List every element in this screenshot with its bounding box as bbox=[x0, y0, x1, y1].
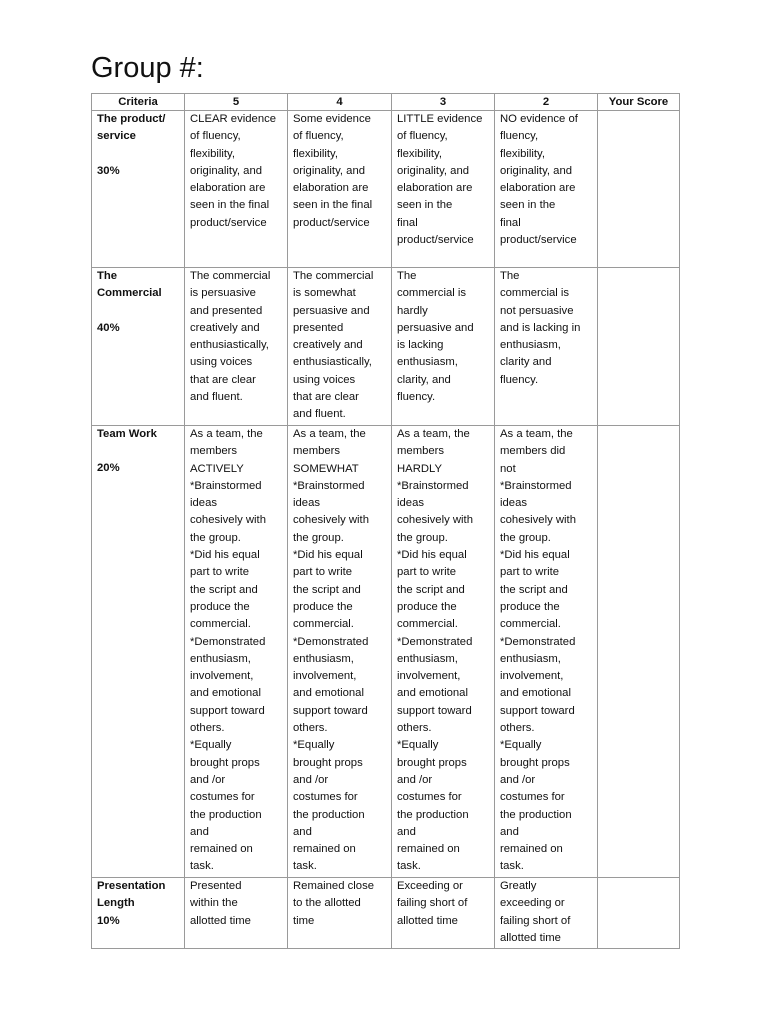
level-5-cell bbox=[185, 111, 288, 268]
level-description: As a team, the members SOMEWHAT *Brainstormed ideas cohesively with the group. *Did his equal part to write the script and produce the commercial. *Demonstrated enthusiasm, involvement, and emotional support toward others. *Equally brought props and /or costumes for the production and remained on task. bbox=[293, 428, 369, 873]
score-cell[interactable] bbox=[598, 426, 680, 878]
criterion-cell bbox=[92, 268, 185, 426]
table-row bbox=[92, 426, 680, 878]
table-row bbox=[92, 268, 680, 426]
level-description: The commercial is not persuasive and is lacking in enthusiasm, clarity and fluency. bbox=[500, 270, 581, 386]
table-row bbox=[92, 878, 680, 949]
score-cell[interactable] bbox=[598, 268, 680, 426]
level-description: Greatly exceeding or failing short of allotted time bbox=[500, 880, 571, 944]
level-description: As a team, the members did not *Brainstormed ideas cohesively with the group. *Did his equal part to write the script and produce the commercial. *Demonstrated enthusiasm, involvement, and emotional support toward others. *Equally brought props and /or costumes for the production and remained on task. bbox=[500, 428, 576, 873]
level-2-cell bbox=[495, 111, 598, 268]
table-row bbox=[92, 111, 680, 268]
level-description: The commercial is persuasive and presented creatively and enthusiastically, using voices that are clear and fluent. bbox=[190, 270, 271, 404]
level-2-cell bbox=[495, 878, 598, 949]
score-cell[interactable] bbox=[598, 878, 680, 949]
level-description: CLEAR evidence of fluency, flexibility, originality, and elaboration are seen in the final product/service bbox=[190, 113, 277, 229]
level-4-cell bbox=[288, 268, 392, 426]
page-title: Group #: bbox=[91, 52, 204, 84]
level-3-cell bbox=[392, 878, 495, 949]
criterion-weight: 10% bbox=[97, 914, 120, 927]
criterion-cell bbox=[92, 111, 185, 268]
level-3-cell bbox=[392, 268, 495, 426]
level-description: Exceeding or failing short of allotted time bbox=[397, 880, 468, 927]
header-criteria: Criteria bbox=[92, 94, 185, 111]
level-description: Some evidence of fluency, flexibility, originality, and elaboration are seen in the final product/service bbox=[293, 113, 373, 229]
level-description: Presented within the allotted time bbox=[190, 880, 251, 927]
level-3-cell bbox=[392, 426, 495, 878]
level-description: The commercial is hardly persuasive and is lacking enthusiasm, clarity, and fluency. bbox=[397, 270, 474, 404]
criterion-name: Team Work bbox=[97, 428, 157, 440]
rubric-table bbox=[91, 93, 680, 949]
level-2-cell bbox=[495, 426, 598, 878]
level-description: Remained close to the allotted time bbox=[293, 880, 375, 927]
level-5-cell bbox=[185, 878, 288, 949]
header-your-score: Your Score bbox=[598, 94, 680, 111]
header-level-3: 3 bbox=[392, 94, 495, 111]
score-cell[interactable] bbox=[598, 111, 680, 268]
level-5-cell bbox=[185, 426, 288, 878]
level-4-cell bbox=[288, 426, 392, 878]
level-description: As a team, the members ACTIVELY *Brainstormed ideas cohesively with the group. *Did his equal part to write the script and produce the commercial. *Demonstrated enthusiasm, involvement, and emotional support toward others. *Equally brought props and /or costumes for the production and remained on task. bbox=[190, 428, 266, 873]
level-description: The commercial is somewhat persuasive and presented creatively and enthusiastically, using voices that are clear and fluent. bbox=[293, 270, 374, 421]
level-description: As a team, the members HARDLY *Brainstormed ideas cohesively with the group. *Did his equal part to write the script and produce the commercial. *Demonstrated enthusiasm, involvement, and emotional support toward others. *Equally brought props and /or costumes for the production and remained on task. bbox=[397, 428, 473, 873]
criterion-name: The product/ service bbox=[97, 113, 166, 143]
criterion-name: The Commercial bbox=[97, 270, 162, 300]
header-level-4: 4 bbox=[288, 94, 392, 111]
level-4-cell bbox=[288, 878, 392, 949]
level-description: LITTLE evidence of fluency, flexibility, originality, and elaboration are seen in the final product/service bbox=[397, 113, 483, 247]
header-level-5: 5 bbox=[185, 94, 288, 111]
criterion-weight: 30% bbox=[97, 164, 120, 177]
criterion-name: Presentation Length bbox=[97, 880, 166, 910]
level-description: NO evidence of fluency, flexibility, originality, and elaboration are seen in the final product/service bbox=[500, 113, 578, 247]
criterion-cell bbox=[92, 878, 185, 949]
criterion-weight: 40% bbox=[97, 321, 120, 334]
header-row bbox=[92, 94, 680, 111]
criterion-weight: 20% bbox=[97, 462, 120, 475]
header-level-2: 2 bbox=[495, 94, 598, 111]
level-2-cell bbox=[495, 268, 598, 426]
level-3-cell bbox=[392, 111, 495, 268]
level-4-cell bbox=[288, 111, 392, 268]
criterion-cell bbox=[92, 426, 185, 878]
level-5-cell bbox=[185, 268, 288, 426]
